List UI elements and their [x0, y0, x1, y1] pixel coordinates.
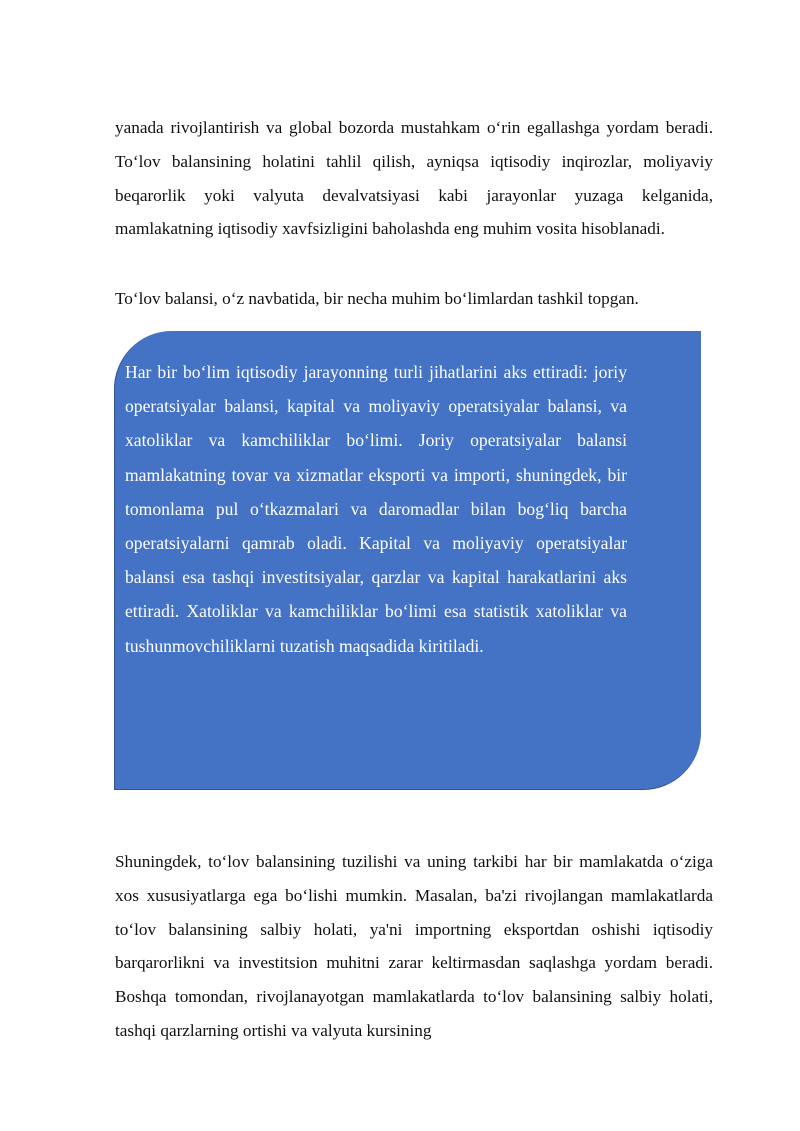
- callout-text: Har bir bo‘lim iqtisodiy jarayonning turli jihatlarini aks ettiradi: joriy operatsiyalar balansi, kapital va moliyaviy operatsiyalar balansi, va xatoliklar va kamchiliklar bo‘limi. Joriy operatsiyalar balansi mamlakatning tovar va xizmatlar eksporti va importi, shuningdek, bir tomonlama pul o‘tkazmalari va daromadlar bilan bog‘liq barcha operatsiyalarni qamrab oladi. Kapital va moliyaviy operatsiyalar balansi esa tashqi investitsiyalar, qarzlar va kapital harakatlarini aks ettiradi. Xatoliklar va kamchiliklar bo‘limi esa statistik xatoliklar va tushunmovchiliklarni tuzatish maqsadida kiritiladi.: [125, 362, 627, 656]
- body-paragraph-2: To‘lov balansi, o‘z navbatida, bir necha muhim bo‘limlardan tashkil topgan.: [115, 289, 639, 308]
- body-paragraph-1: yanada rivojlantirish va global bozorda mustahkam o‘rin egallashga yordam beradi. To‘lov balansining holatini tahlil qilish, ayniqsa iqtisodiy inqirozlar, moliyaviy beqarorlik yoki valyuta devalvatsiyasi kabi jarayonlar yuzaga kelganida, mamlakatning iqtisodiy xavfsizligini baholashda eng muhim vosita hisoblanadi.: [115, 118, 713, 239]
- callout-box: [114, 331, 701, 790]
- body-paragraph-3: Shuningdek, to‘lov balansining tuzilishi va uning tarkibi har bir mamlakatda o‘ziga xos xususiyatlarga ega bo‘lishi mumkin. Masalan, ba'zi rivojlangan mamlakatlarda to‘lov balansining salbiy holati, ya'ni importning eksportdan oshishi iqtisodiy barqarorlikni va investitsion muhitni zarar keltirmasdan saqlashga yordam beradi. Boshqa tomondan, rivojlanayotgan mamlakatlarda to‘lov balansining salbiy holati, tashqi qarzlarning ortishi va valyuta kursining: [115, 852, 713, 1040]
